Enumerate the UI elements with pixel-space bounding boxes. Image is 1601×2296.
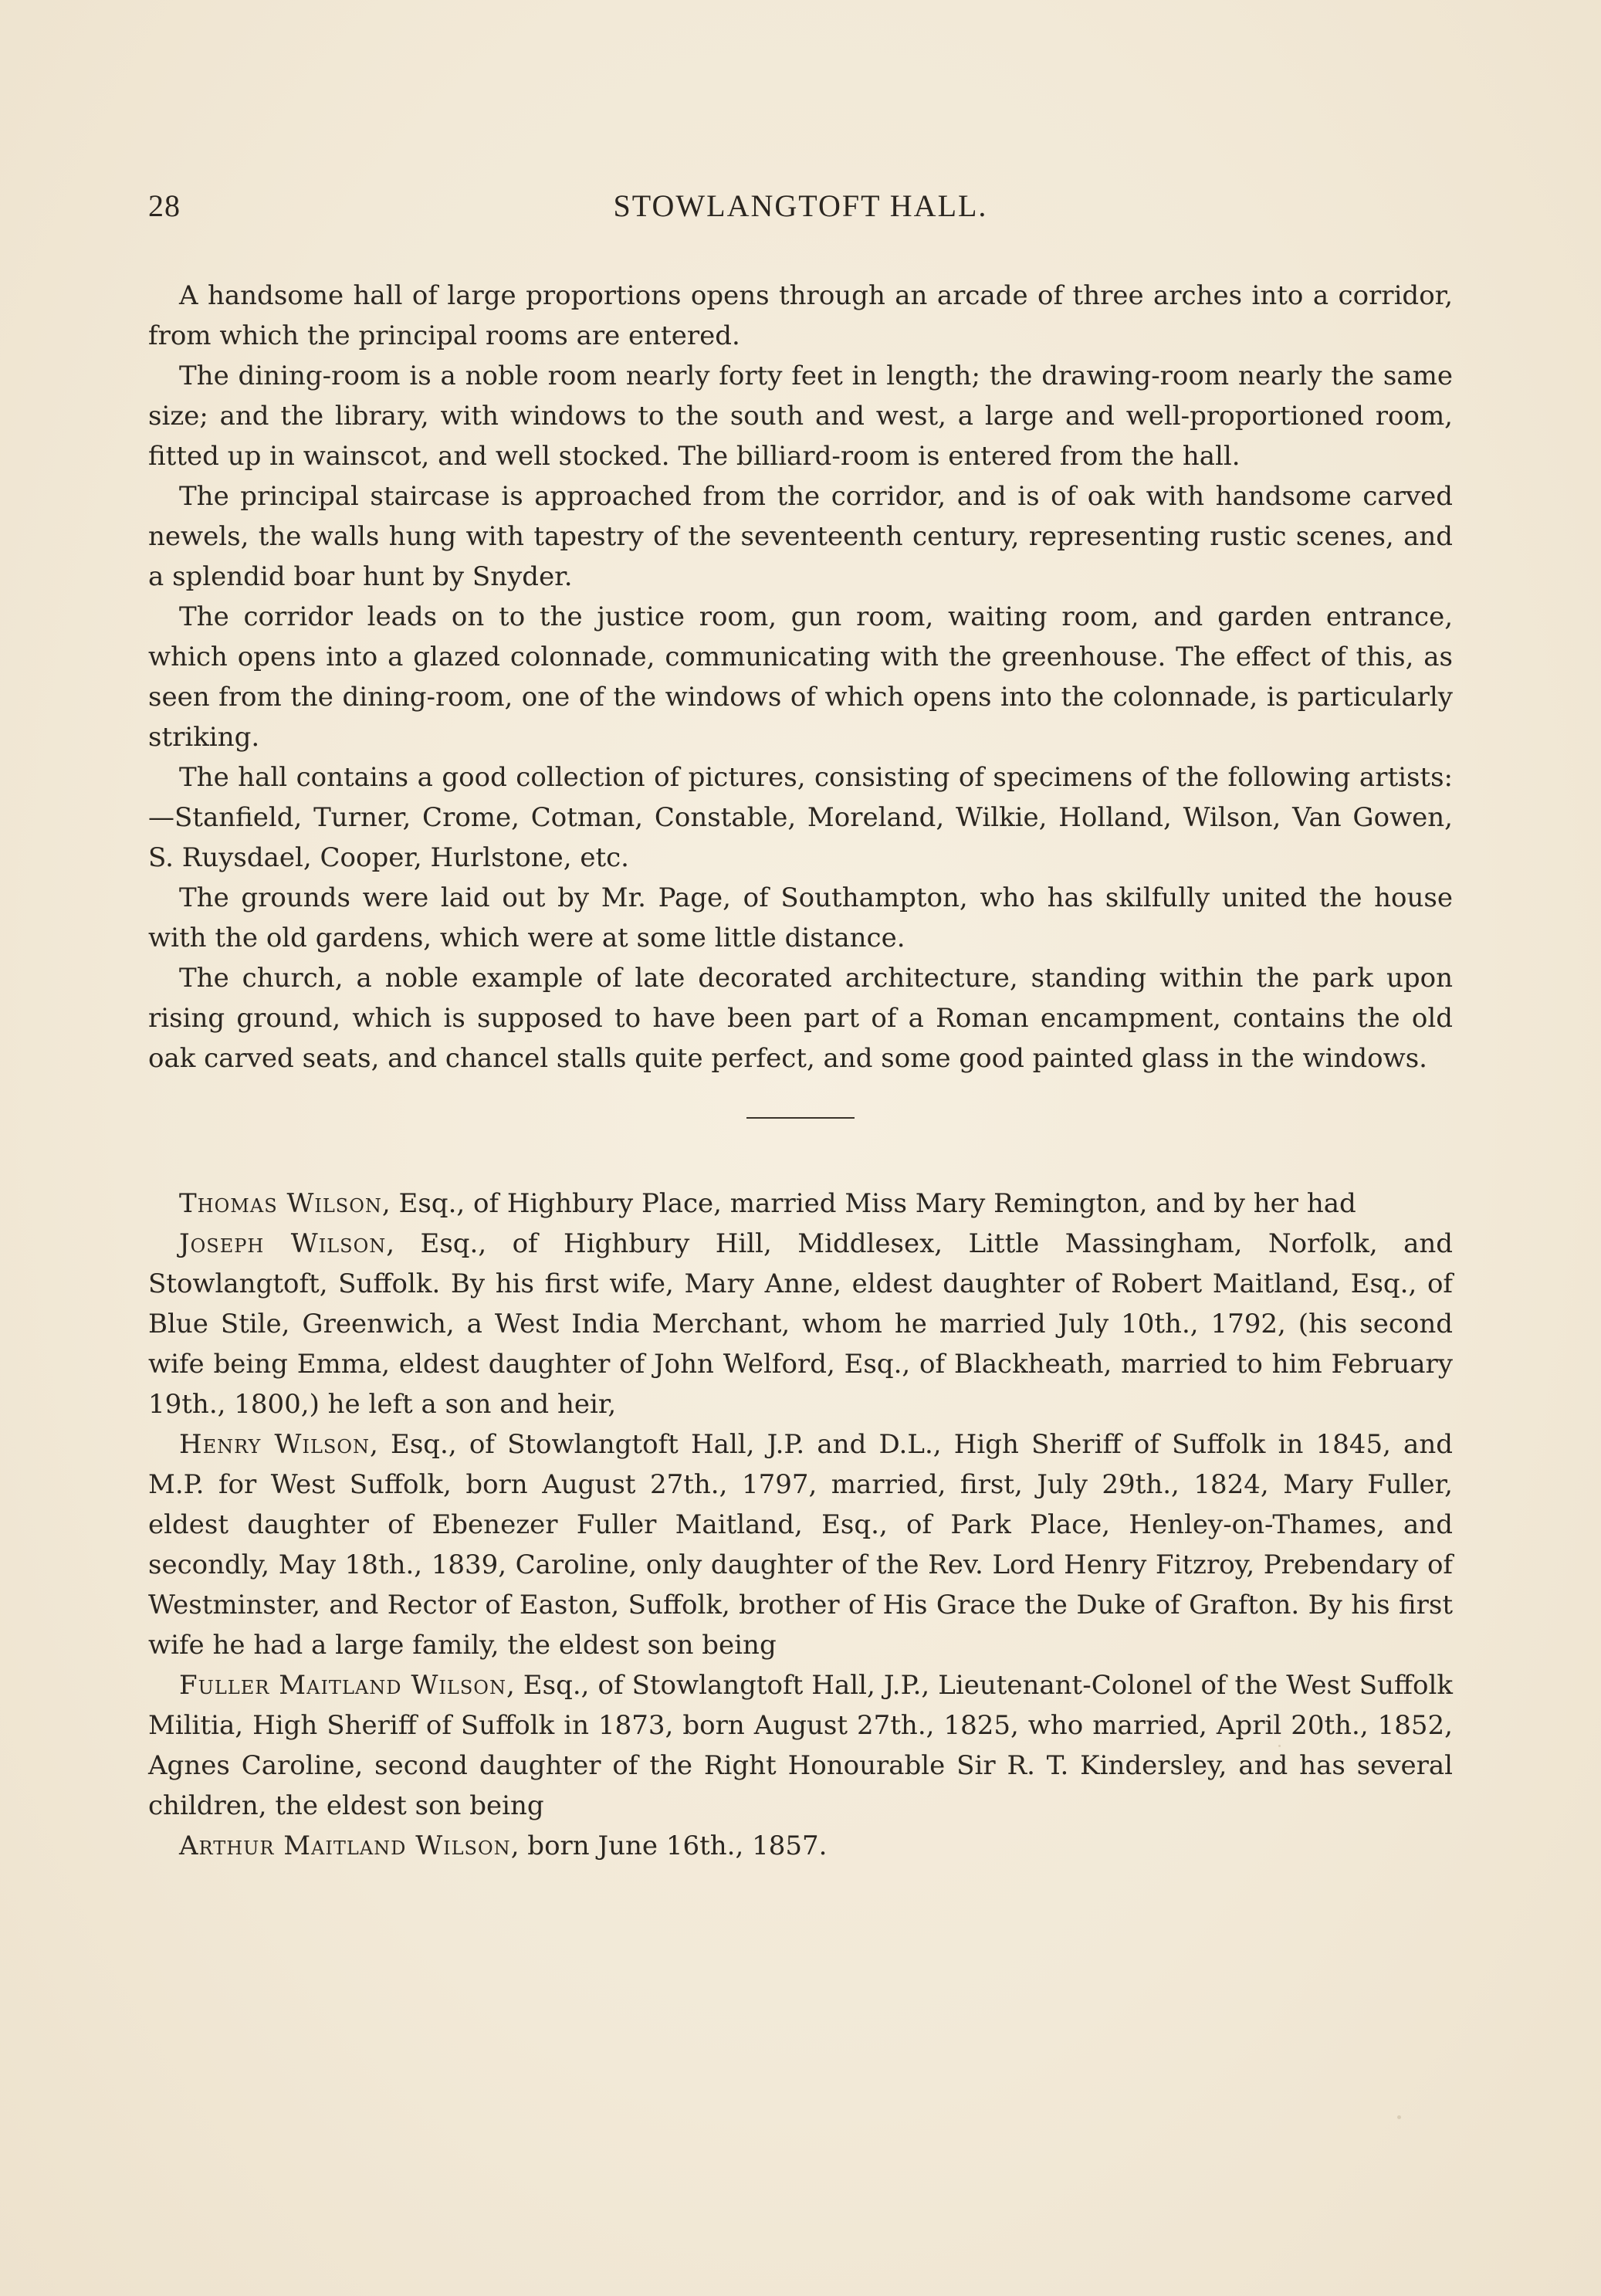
person-name: Joseph Wilson [179,1228,387,1259]
description-paragraph: The dining-room is a noble room nearly forty feet in length; the drawing-room nearly the same size; and the library, with windows to the south and west, a large and well-proportioned room, fitted up in wainscot, and well stocked. The billiard-room is entered from the hall. [148,361,1453,472]
genealogy-entry [148,1424,1453,1665]
genealogy-entry [148,1665,1453,1826]
description-section [148,276,1453,1079]
person-name: Henry Wilson [179,1429,371,1460]
entry-text: , Esq., of Stowlangtoft Hall, J.P., Lieutenant-Colonel of the West Suffolk Militia, High Sheriff of Suffolk in 1873, born August 27th., 1825, who married, April 20th., 1852, Agnes Caroline, second daughter of the Right Honourable Sir R. T. Kindersley, and has several children, the eldest son being [148,1670,1453,1821]
page-number: 28 [148,188,181,223]
entry-text: , Esq., of Stowlangtoft Hall, J.P. and D.L., High Sheriff of Suffolk in 1845, and M.P. for West Suffolk, born August 27th., 1797, married, first, July 29th., 1824, Mary Fuller, eldest daughter of Ebenezer Fuller Maitland, Esq., of Park Place, Henley-on-Thames, and secondly, May 18th., 1839, Caroline, only daughter of the Rev. Lord Henry Fitzroy, Prebendary of Westminster, and Rector of Easton, Suffolk, brother of His Grace the Duke of Grafton. By his first wife he had a large family, the eldest son being [148,1429,1453,1661]
description-paragraph: The corridor leads on to the justice room, gun room, waiting room, and garden entrance, which opens into a glazed colonnade, communicating with the greenhouse. The effect of this, as seen from the dining-room, one of the windows of which opens into the colonnade, is particularly striking. [148,601,1453,753]
person-name: Thomas Wilson [179,1188,382,1219]
running-head [148,174,1453,235]
genealogy-entry [148,1826,1453,1866]
entry-text: , Esq., of Highbury Hill, Middlesex, Little Massingham, Norfolk, and Stowlangtoft, Suffolk. By his first wife, Mary Anne, eldest daughter of Robert Maitland, Esq., of Blue Stile, Greenwich, a West India Merchant, whom he married July 10th., 1792, (his second wife being Emma, eldest daughter of John Welford, Esq., of Blackheath, married to him February 19th., 1800,) he left a son and heir, [148,1228,1453,1420]
genealogy-entry [148,1184,1453,1224]
genealogy-section [148,1184,1453,1866]
description-paragraph: The church, a noble example of late decorated architecture, standing within the park upon rising ground, which is supposed to have been part of a Roman encampment, contains the old oak carved seats, and chancel stalls quite perfect, and some good painted glass in the windows. [148,963,1453,1074]
entry-text: , born June 16th., 1857. [510,1830,828,1861]
page-title: STOWLANGTOFT HALL. [613,188,988,223]
person-name: Arthur Maitland Wilson [179,1830,511,1861]
description-paragraph: The principal staircase is approached from the corridor, and is of oak with handsome carved newels, the walls hung with tapestry of the seventeenth century, representing rustic scenes, and a splendid boar hunt by Snyder. [148,481,1453,592]
description-paragraph: The hall contains a good collection of pictures, consisting of specimens of the following artists:—Stanfield, Turner, Crome, Cotman, Constable, Moreland, Wilkie, Holland, Wilson, Van Gowen, S. Ruysdael, Cooper, Hurlstone, etc. [148,762,1453,873]
section-divider [746,1117,855,1119]
genealogy-entry [148,1224,1453,1424]
page-content [148,174,1453,1866]
person-name: Fuller Maitland Wilson [179,1670,506,1701]
entry-text: , Esq., of Highbury Place, married Miss Mary Remington, and by her had [381,1188,1356,1219]
paper-speck [1397,2115,1401,2119]
description-paragraph: The grounds were laid out by Mr. Page, of Southampton, who has skilfully united the house with the old gardens, which were at some little distance. [148,882,1453,953]
description-paragraph: A handsome hall of large proportions opens through an arcade of three arches into a corridor, from which the principal rooms are entered. [148,280,1453,351]
